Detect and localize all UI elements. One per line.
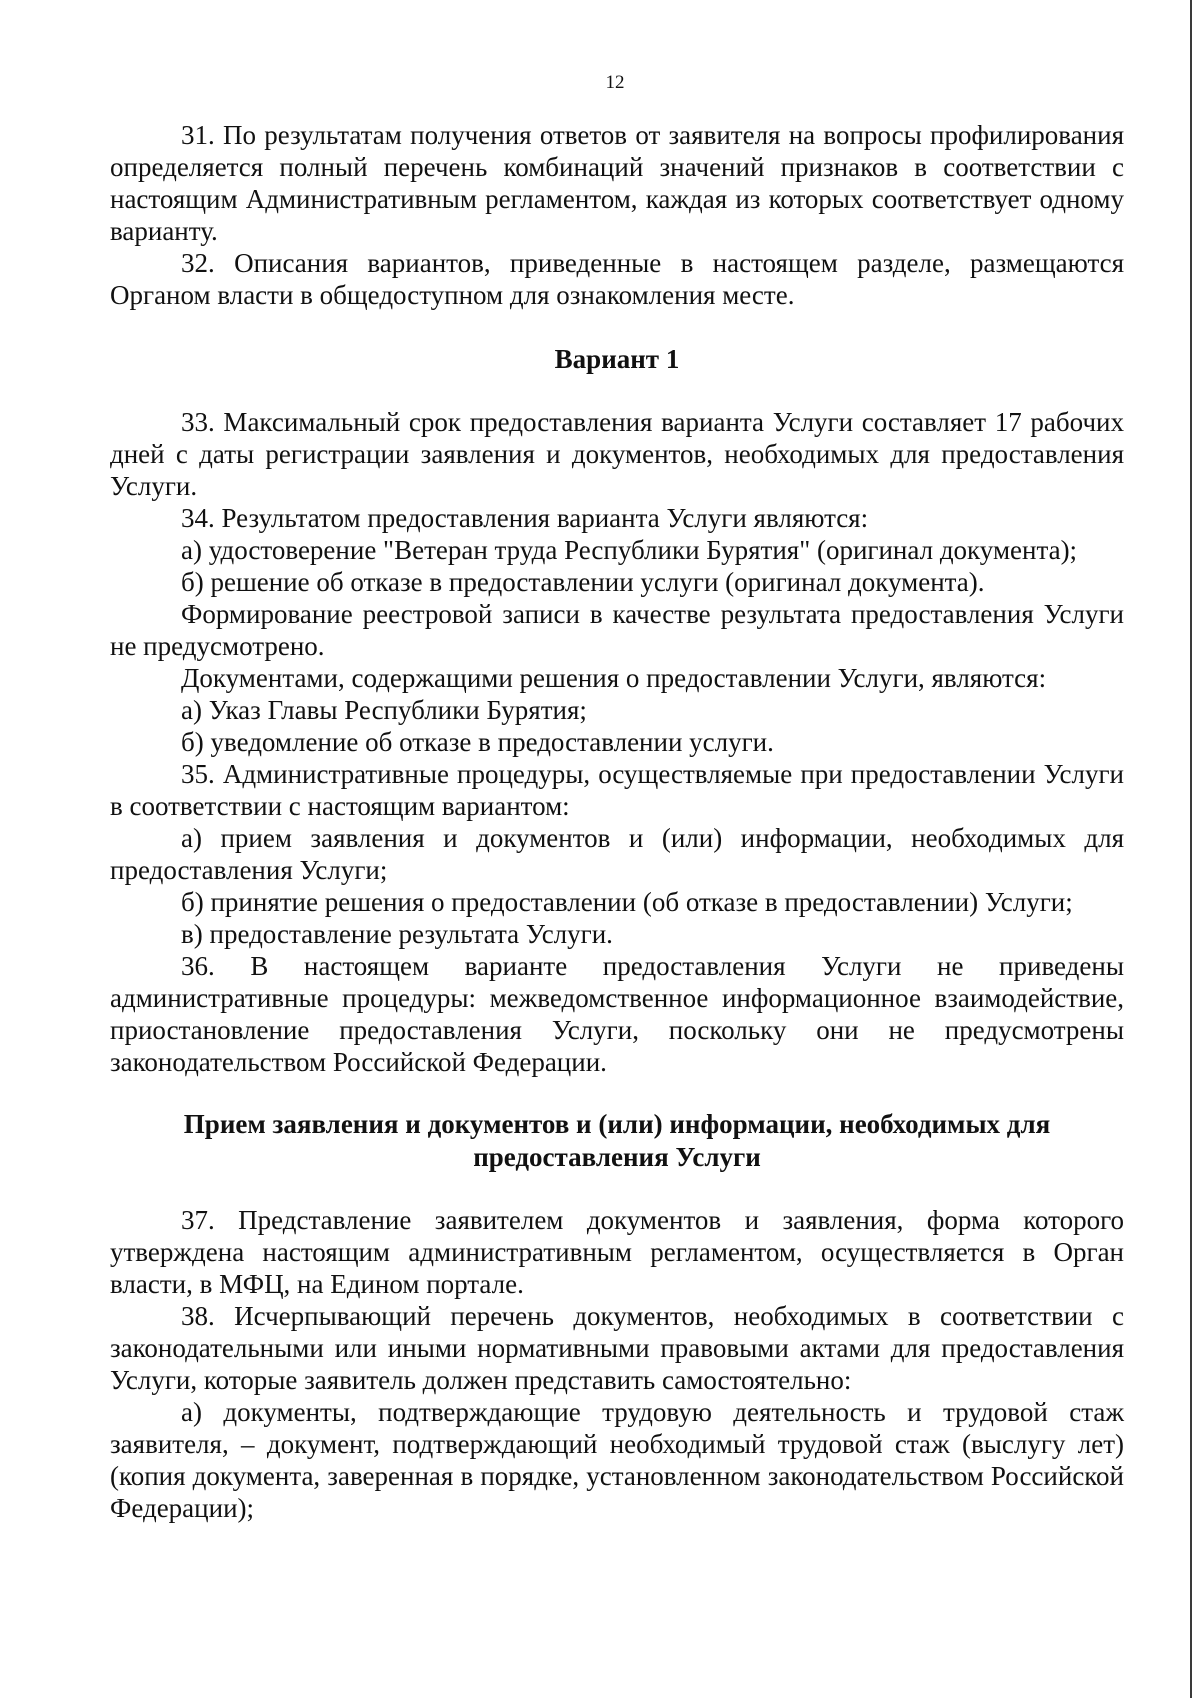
paragraph-registry-record: Формирование реестровой записи в качестве результата предоставления Услуги не предусмотрено. bbox=[110, 599, 1124, 661]
paragraph-37: 37. Представление заявителем документов и заявления, форма которого утверждена настоящим административным регламентом, осуществляется в Орган власти, в МФЦ, на Едином портале. bbox=[110, 1205, 1124, 1299]
paragraph-33: 33. Максимальный срок предоставления варианта Услуги составляет 17 рабочих дней с даты регистрации заявления и документов, необходимых для предоставления Услуги. bbox=[110, 407, 1124, 501]
paragraph-34: 34. Результатом предоставления варианта Услуги являются: bbox=[181, 503, 869, 533]
heading-variant-1: Вариант 1 bbox=[554, 344, 680, 374]
paragraph-31: 31. По результатам получения ответов от заявителя на вопросы профилирования определяется полный перечень комбинаций значений признаков в соответствии с настоящим Административным регламентом, каждая из которых соответствует одному варианту. bbox=[110, 120, 1124, 246]
paragraph-35-item-c: в) предоставление результата Услуги. bbox=[181, 919, 613, 949]
heading-section-reception bbox=[110, 1108, 1124, 1174]
paragraph-32: 32. Описания вариантов, приведенные в настоящем разделе, размещаются Органом власти в общедоступном для ознакомления месте. bbox=[110, 248, 1124, 310]
page-number: 12 bbox=[605, 72, 625, 93]
page-edge-line bbox=[1190, 0, 1192, 1698]
paragraph-36: 36. В настоящем варианте предоставления Услуги не приведены административные процедуры: межведомственное информационное взаимодействие, приостановление предоставления Услуги, поскольку они не предусмотрены законодательством Российской Федерации. bbox=[110, 951, 1124, 1077]
heading-section-line-1: Прием заявления и документов и (или) информации, необходимых для bbox=[183, 1109, 1051, 1139]
paragraph-34-item-b: б) решение об отказе в предоставлении услуги (оригинал документа). bbox=[181, 567, 985, 597]
paragraph-38: 38. Исчерпывающий перечень документов, необходимых в соответствии с законодательными или иными нормативными правовыми актами для предоставления Услуги, которые заявитель должен представить самостоятельно: bbox=[110, 1301, 1124, 1395]
paragraph-decision-item-b: б) уведомление об отказе в предоставлении услуги. bbox=[181, 727, 774, 757]
paragraph-35-item-b: б) принятие решения о предоставлении (об отказе в предоставлении) Услуги; bbox=[181, 887, 1073, 917]
paragraph-35: 35. Административные процедуры, осуществляемые при предоставлении Услуги в соответствии с настоящим вариантом: bbox=[110, 759, 1124, 821]
paragraph-decision-item-a: а) Указ Главы Республики Бурятия; bbox=[181, 695, 587, 725]
heading-section-line-2: предоставления Услуги bbox=[473, 1142, 761, 1172]
paragraph-35-item-a: а) прием заявления и документов и (или) информации, необходимых для предоставления Услуги; bbox=[110, 823, 1124, 885]
paragraph-34-item-a: а) удостоверение "Ветеран труда Республики Бурятия" (оригинал документа); bbox=[181, 535, 1078, 565]
paragraph-38-item-a: а) документы, подтверждающие трудовую деятельность и трудовой стаж заявителя, – документ, подтверждающий необходимый трудовой стаж (выслугу лет) (копия документа, заверенная в порядке, установленном законодательством Российской Федерации); bbox=[110, 1397, 1124, 1523]
paragraph-decision-documents: Документами, содержащими решения о предоставлении Услуги, являются: bbox=[181, 663, 1047, 693]
document-body bbox=[110, 119, 1124, 1524]
